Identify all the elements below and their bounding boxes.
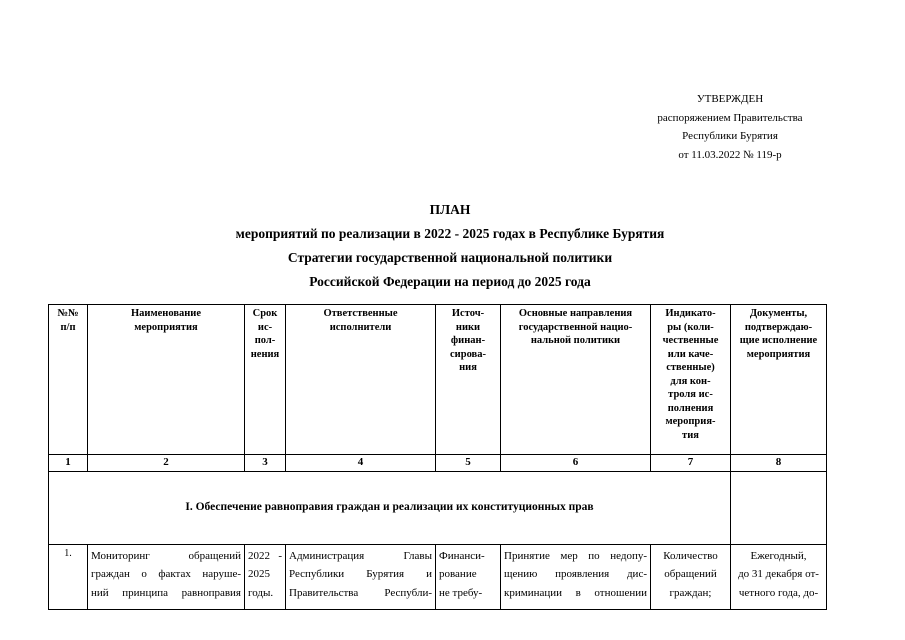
approval-line: Республики Бурятия <box>682 130 778 142</box>
header-cell: Ответственные исполнители <box>286 305 436 455</box>
header-cell: Источ- ники финан- сирова- ния <box>436 305 501 455</box>
title-line: Стратегии государственной национальной политики <box>287 250 613 265</box>
column-number: 7 <box>651 455 731 472</box>
section-title: I. Обеспечение равноправия граждан и реализации их конституционных прав <box>49 471 731 544</box>
table-cell: Принятие мер по недопу- щению проявления дис- криминации в отношении <box>501 544 651 609</box>
column-number: 2 <box>88 455 245 472</box>
approval-line: УТВЕРЖДЕН <box>696 93 764 105</box>
header-cell: Документы, подтверждаю- щие исполнение мероприятия <box>731 305 827 455</box>
column-number: 8 <box>731 455 827 472</box>
table-cell: Мониторинг обращений граждан о фактах наруше- ний принципа равноправия <box>88 544 245 609</box>
column-number: 5 <box>436 455 501 472</box>
header-cell: №№ п/п <box>49 305 88 455</box>
column-number: 4 <box>286 455 436 472</box>
table-cell: Ежегодный, до 31 декабря от- четного года, до- <box>731 544 827 609</box>
column-number: 6 <box>501 455 651 472</box>
plan-table <box>48 304 827 610</box>
title-line: мероприятий по реализации в 2022 - 2025 годах в Республике Бурятия <box>235 226 665 241</box>
table-cell: Администрация Главы Республики Бурятия и Правительства Республи- <box>286 544 436 609</box>
section-row <box>49 471 827 544</box>
header-cell: Основные направления государственной нацио- нальной политики <box>501 305 651 455</box>
table-header-row <box>49 305 827 455</box>
header-cell: Индикато- ры (коли- чественные или каче- ственные) для кон- троля ис- полнения мероприя- тия <box>651 305 731 455</box>
row-number: 1. <box>49 544 88 609</box>
column-number: 3 <box>245 455 286 472</box>
title-line: Российской Федерации на период до 2025 года <box>309 274 591 289</box>
section-empty-cell <box>731 471 827 544</box>
header-cell: Наименование мероприятия <box>88 305 245 455</box>
column-number-row <box>49 455 827 472</box>
column-number: 1 <box>49 455 88 472</box>
approval-date: от 11.03.2022 № 119-р <box>678 148 782 161</box>
header-cell: Срок ис- пол- нения <box>245 305 286 455</box>
approval-line: распоряжением Правительства <box>657 111 803 124</box>
table-row <box>49 544 827 609</box>
table-cell: Финанси- рование не требу- <box>436 544 501 609</box>
table-cell: 2022 - 2025 годы. <box>245 544 286 609</box>
title-line: ПЛАН <box>429 202 471 217</box>
document-title <box>60 198 840 294</box>
approval-block <box>640 90 820 164</box>
table-cell: Количество обращений граждан; <box>651 544 731 609</box>
